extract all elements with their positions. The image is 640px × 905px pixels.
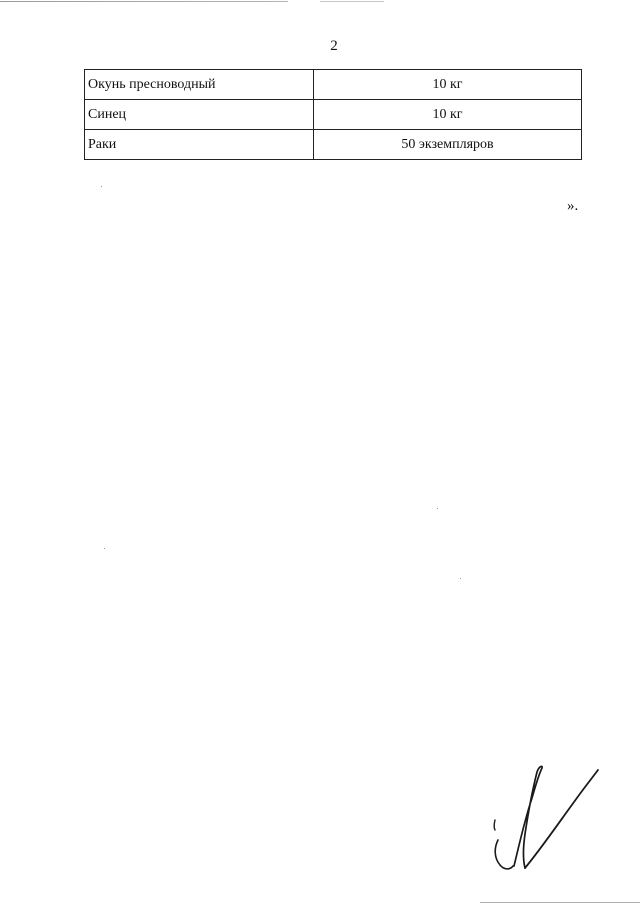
scan-speck: [437, 508, 438, 509]
scan-speck: [460, 578, 461, 579]
quantity-cell: 10 кг: [314, 70, 582, 100]
scan-edge-line: [480, 902, 640, 903]
quantity-cell: 50 экземпляров: [314, 130, 582, 160]
table-row: [85, 130, 582, 160]
quantity-cell: 10 кг: [314, 100, 582, 130]
scan-edge-line: [0, 1, 640, 2]
table-row: [85, 100, 582, 130]
species-name-cell: Окунь пресноводный: [85, 70, 314, 100]
scan-speck: [101, 186, 102, 187]
species-name-cell: Синец: [85, 100, 314, 130]
handwritten-signature-icon: [488, 762, 603, 874]
closing-quote-mark: ».: [567, 198, 579, 214]
table-row: [85, 70, 582, 100]
catch-limits-table: [84, 69, 582, 160]
scan-speck: [104, 548, 105, 549]
page-number: 2: [330, 38, 338, 54]
species-name-cell: Раки: [85, 130, 314, 160]
